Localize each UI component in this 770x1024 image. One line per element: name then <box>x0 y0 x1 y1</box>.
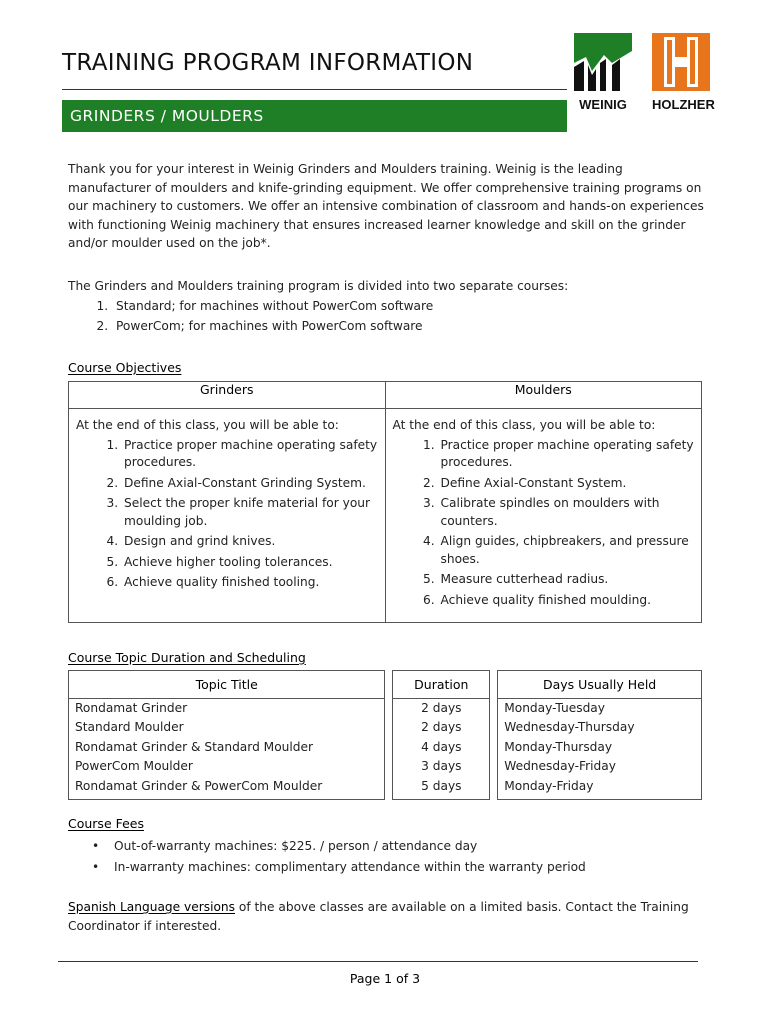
days-cell: Monday-Friday <box>498 777 702 800</box>
schedule-heading: Course Topic Duration and Scheduling <box>68 650 306 665</box>
fees-section <box>68 836 708 878</box>
topic-cell: PowerCom Moulder <box>69 757 385 776</box>
moulders-objectives-list <box>393 437 696 610</box>
duration-cell: 5 days <box>393 777 490 800</box>
days-cell: Monday-Tuesday <box>498 699 702 719</box>
fees-heading: Course Fees <box>68 816 145 831</box>
weinig-logo-label: WEINIG <box>579 97 627 112</box>
list-item: 2. PowerCom; for machines with PowerCom software <box>112 316 708 337</box>
holzher-logo <box>652 33 715 112</box>
list-item: 3. Calibrate spindles on moulders with counters. <box>439 495 696 530</box>
fees-list <box>68 836 708 878</box>
courses-list <box>68 296 708 337</box>
list-item: 4. Align guides, chipbreakers, and pressure shoes. <box>439 533 696 568</box>
table-row <box>69 757 702 776</box>
section-banner: GRINDERS / MOULDERS <box>62 100 567 132</box>
days-cell: Wednesday-Thursday <box>498 718 702 737</box>
list-item: 1. Standard; for machines without PowerCom software <box>112 296 708 317</box>
footer-divider <box>58 961 698 962</box>
list-item: 3. Select the proper knife material for your moulding job. <box>122 495 379 530</box>
weinig-logo-mark <box>574 33 632 91</box>
topic-cell: Rondamat Grinder <box>69 699 385 719</box>
holzher-logo-label: HOLZHER <box>652 97 715 112</box>
objectives-heading: Course Objectives <box>68 360 182 375</box>
list-item: 5. Achieve higher tooling tolerances. <box>122 554 379 572</box>
spanish-paragraph <box>68 898 708 935</box>
fee-text: Out-of-warranty machines: $225. / person / attendance day <box>114 839 478 853</box>
spanish-note <box>68 898 708 935</box>
duration-cell: 4 days <box>393 738 490 757</box>
title-divider <box>62 89 567 90</box>
duration-cell: 3 days <box>393 757 490 776</box>
grinders-objectives-list <box>76 437 379 592</box>
moulders-lead: At the end of this class, you will be able to: <box>392 418 656 432</box>
intro-text: Thank you for your interest in Weinig Grinders and Moulders training. Weinig is the leading manufacturer of moulders and knife-grinding equipment. We offer comprehensive training programs on our machinery to customers. We offer an intensive combination of classroom and hands-on experiences with functioning Weinig machinery that ensures increased learner knowledge and skill on the grinder and/or moulder used on the job*. <box>68 162 704 250</box>
list-item: 6. Achieve quality finished moulding. <box>439 592 696 610</box>
days-cell: Wednesday-Friday <box>498 757 702 776</box>
page-title: TRAINING PROGRAM INFORMATION <box>62 50 474 76</box>
list-item: 4. Design and grind knives. <box>122 533 379 551</box>
list-item: 2. Define Axial-Constant Grinding System. <box>122 475 379 493</box>
grinders-lead: At the end of this class, you will be able to: <box>76 418 339 432</box>
intro-paragraph <box>68 160 708 253</box>
fee-text: In-warranty machines: complimentary attendance within the warranty period <box>114 860 586 874</box>
grinders-column-header: Grinders <box>69 382 386 409</box>
bullet-icon: • <box>92 860 100 874</box>
moulders-objectives-cell <box>385 409 702 623</box>
objectives-table <box>68 381 702 623</box>
moulders-column-header: Moulders <box>385 382 702 409</box>
table-row <box>69 738 702 757</box>
duration-cell: 2 days <box>393 699 490 719</box>
table-row <box>69 699 702 719</box>
list-item: 1. Practice proper machine operating safety procedures. <box>122 437 379 472</box>
topic-cell: Rondamat Grinder & Standard Moulder <box>69 738 385 757</box>
grinders-objectives-cell <box>69 409 386 623</box>
list-item: 1. Practice proper machine operating safety procedures. <box>439 437 696 472</box>
schedule-table <box>68 670 702 800</box>
page-number: Page 1 of 3 <box>349 971 421 986</box>
topic-title-header: Topic Title <box>69 671 385 699</box>
topic-cell: Rondamat Grinder & PowerCom Moulder <box>69 777 385 800</box>
topic-cell: Standard Moulder <box>69 718 385 737</box>
list-item: 5. Measure cutterhead radius. <box>439 571 696 589</box>
days-cell: Monday-Thursday <box>498 738 702 757</box>
table-row <box>69 718 702 737</box>
courses-section <box>68 277 708 337</box>
list-item <box>92 857 708 878</box>
bullet-icon: • <box>92 839 100 853</box>
spanish-text: of the above classes are available on a limited basis. Contact the Training Coordinator if interested. <box>68 900 689 933</box>
list-item <box>92 836 708 857</box>
spanish-label: Spanish Language versions <box>68 900 236 914</box>
duration-header: Duration <box>393 671 490 699</box>
list-item: 6. Achieve quality finished tooling. <box>122 574 379 592</box>
days-held-header: Days Usually Held <box>498 671 702 699</box>
list-item: 2. Define Axial-Constant System. <box>439 475 696 493</box>
table-row <box>69 777 702 800</box>
holzher-logo-mark <box>652 33 710 91</box>
weinig-logo <box>574 33 632 112</box>
duration-cell: 2 days <box>393 718 490 737</box>
courses-lead: The Grinders and Moulders training program is divided into two separate courses: <box>68 279 569 293</box>
